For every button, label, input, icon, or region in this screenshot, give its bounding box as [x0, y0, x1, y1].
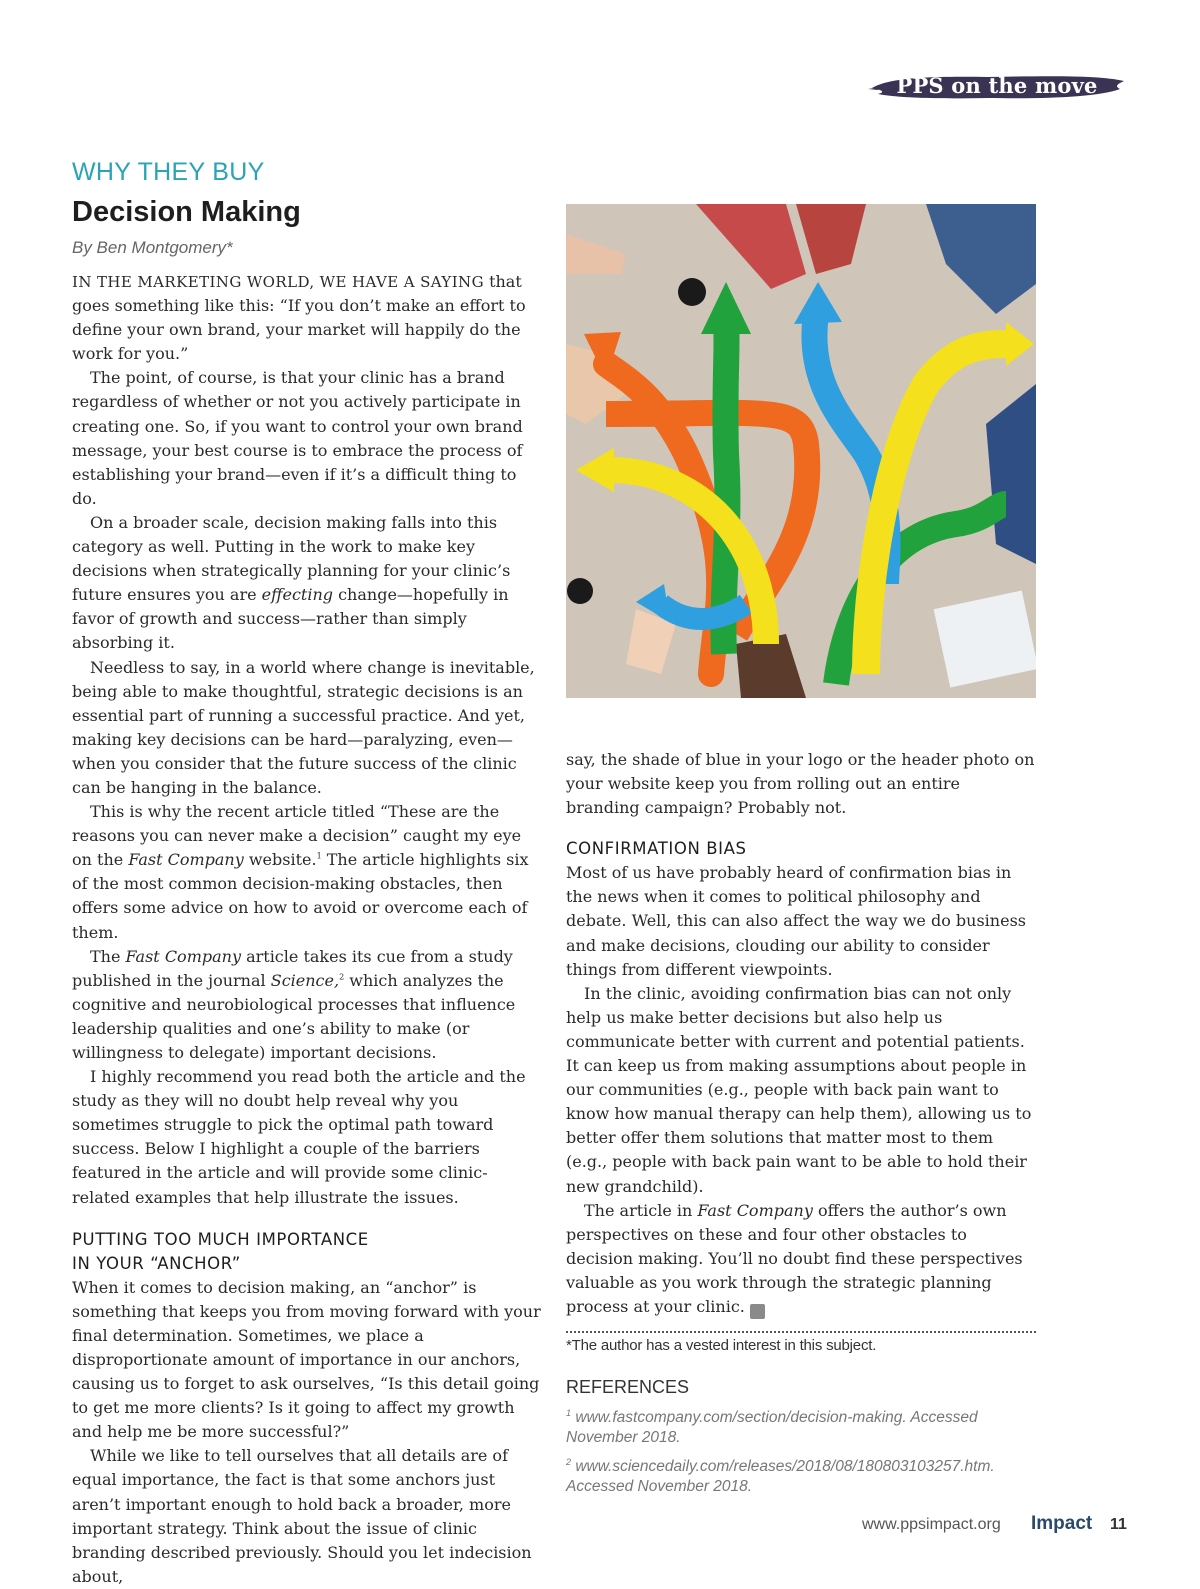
section-banner-label: PPS on the move — [896, 73, 1098, 98]
paragraph: I highly recommend you read both the article and the study as they will no doubt help reveal why you sometimes struggle to pick the optimal path toward success. Below I highlight a couple of the barriers featured in the article and will provide some clinic-related examples that help illustrate the issues. — [72, 1067, 526, 1207]
paragraph: The Fast Company article takes its cue from a study published in the journal Science,$^2$ which analyzes the cognitive and neurobiological processes that influence leadership qualities and one’s ability to make (or willingness to delegate) important decisions. — [72, 946, 516, 1062]
paragraph: Most of us have probably heard of confirmation bias in the news when it comes to political philosophy and debate. Well, this can also affect the way we do business and make decisions, clouding our ability to consider things from different viewpoints. — [566, 863, 1026, 979]
paragraph: The article in Fast Company offers the author’s own perspectives on these and four other obstacles to decision making. You’ll no doubt find these perspectives valuable as you work through the strategic planning process at your clinic. I — [566, 1200, 1023, 1317]
reference-item: $^2$ www.sciencedaily.com/releases/2018/08/180803103257.htm. Accessed November 2018. — [566, 1456, 995, 1495]
subheading-anchor: PUTTING TOO MUCH IMPORTANCE IN YOUR “ANCHOR” — [72, 1229, 369, 1273]
paragraph: Needless to say, in a world where change is inevitable, being able to make thoughtful, strategic decisions is an essential part of running a successful practice. And yet, making key decisions can be hard—paralyzing, even—when you consider that the future success of the clinic can be hanging in the balance. — [72, 657, 535, 797]
paragraph: In the clinic, avoiding confirmation bias can not only help us make better decisions but also help us communicate better with current and potential patients. It can keep us from making assumptions about people in our communities (e.g., people with back pain want to know how manual therapy can help them), allowing us to better offer them solutions that matter most to them (e.g., people with back pain want to be able to hold their new grandchild). — [566, 983, 1032, 1196]
paragraph: While we like to tell ourselves that all details are of equal importance, the fact is that some anchors just aren’t important enough to hold back a broader, more important strategy. Think about the issue of clinic branding described previously. Should you let indecision about, — [72, 1446, 532, 1586]
paragraph: IN THE MARKETING WORLD, WE HAVE A SAYING that goes something like this: “If you don’t make an effort to define your own brand, your market will happily do the work for you.” — [72, 272, 526, 364]
reference-item: $^1$ www.fastcompany.com/section/decision-making. Accessed November 2018. — [566, 1407, 978, 1446]
article-column-left — [72, 270, 544, 1589]
footnote-divider — [566, 1331, 1036, 1333]
section-banner — [868, 72, 1126, 102]
references-title: REFERENCES — [566, 1377, 690, 1397]
footer-brand: Impact — [1031, 1513, 1093, 1534]
article-column-right — [566, 748, 1038, 1319]
lead-in: IN THE MARKETING WORLD, WE HAVE A SAYING — [72, 273, 484, 291]
article-title: Decision Making — [72, 196, 301, 228]
paragraph: On a broader scale, decision making falls into this category as well. Putting in the work to make key decisions when strategically planning for your clinic’s future ensures you are effecting change—hopefully in favor of growth and success—rather than simply absorbing it. — [72, 512, 511, 653]
footnote-ref: 1 — [316, 851, 322, 861]
subheading-confirmation-bias: CONFIRMATION BIAS — [566, 839, 747, 859]
author-footnote: *The author has a vested interest in this subject. — [566, 1337, 877, 1354]
paragraph: When it comes to decision making, an “anchor” is something that keeps you from moving forward with your final determination. Sometimes, we place a disproportionate amount of importance in our anchors, causing us to forget to ask ourselves, “Is this detail going to get me more clients? Is it going to affect my growth and help me be more successful?” — [72, 1277, 541, 1442]
paragraph: This is why the recent article titled “These are the reasons you can never make a decision” caught my eye on the Fast Company website.$^1$ The article highlights six of the most common decision-making obstacles, then offers some advice on how to avoid or overcome each of them. — [72, 802, 529, 942]
page-number: 11 — [1110, 1516, 1127, 1533]
footnote-ref: 2 — [339, 972, 345, 982]
arrows-decision-illustration — [566, 204, 1036, 698]
paragraph: The point, of course, is that your clinic has a brand regardless of whether or not you actively participate in creating one. So, if you want to control your own brand message, your best course is to embrace the process of establishing your brand—even if it’s a difficult thing to do. — [72, 368, 523, 508]
paragraph: say, the shade of blue in your logo or the header photo on your website keep you from rolling out an entire branding campaign? Probably not. — [566, 750, 1035, 818]
article-byline: By Ben Montgomery* — [72, 238, 233, 257]
end-mark-icon: I — [750, 1304, 765, 1319]
footer-url: www.ppsimpact.org — [862, 1516, 1001, 1533]
article-kicker: WHY THEY BUY — [72, 158, 265, 186]
